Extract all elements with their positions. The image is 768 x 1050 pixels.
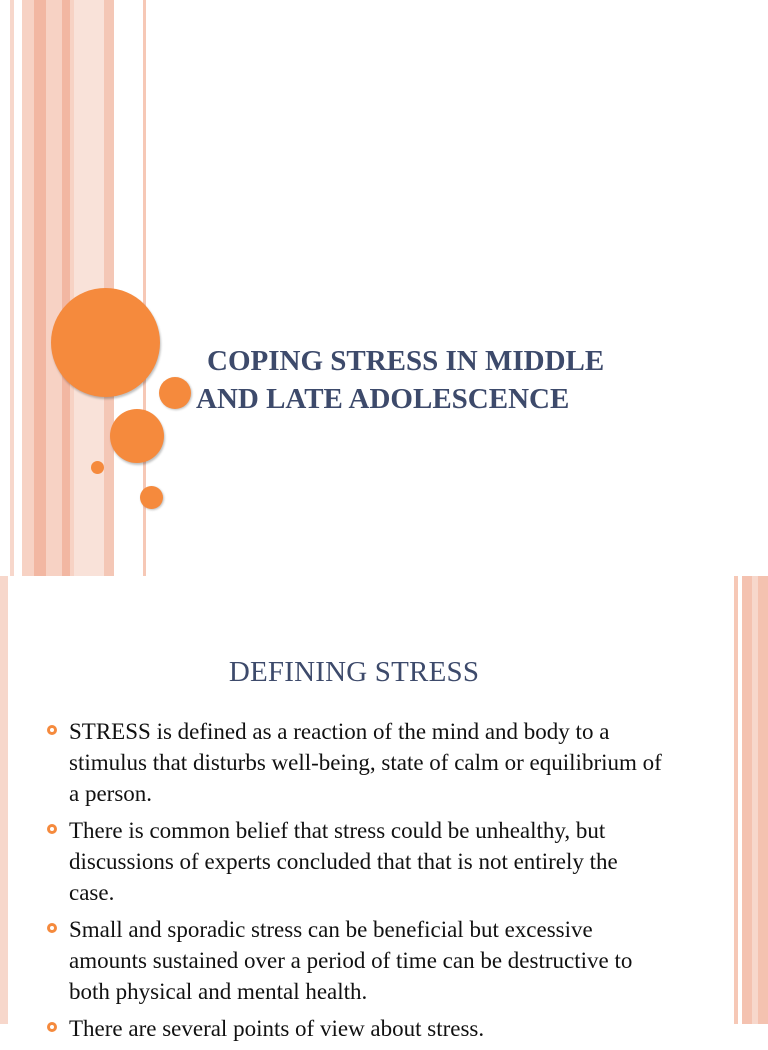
list-item-text: Small and sporadic stress can be beneficial but excessive amounts sustained over a period of time can be destructive to both physical and mental health. [69, 917, 633, 1004]
decorative-stripe [752, 576, 758, 1024]
ring-bullet-icon [47, 1022, 57, 1032]
ring-bullet-icon [47, 923, 57, 933]
list-item-text: There are several points of view about stress. [69, 1016, 485, 1041]
list-item-text: There is common belief that stress could be unhealthy, but discussions of experts concluded that that is not entirely the case. [69, 818, 618, 905]
decorative-stripe [34, 0, 46, 576]
small-circle-icon [159, 377, 191, 409]
slide-heading: DEFINING STRESS [228, 656, 480, 688]
list-item [44, 815, 664, 908]
content-slide [0, 576, 768, 1041]
slide-title-line: AND LATE ADOLESCENCE [196, 383, 570, 415]
ring-bullet-icon [47, 725, 57, 735]
bullet-list [44, 716, 664, 1050]
list-item [44, 914, 664, 1007]
decorative-stripe [0, 576, 8, 1024]
decorative-stripe [734, 576, 738, 1024]
decorative-stripe [10, 0, 14, 576]
slide-title [196, 342, 716, 418]
tiny-circle-icon [91, 461, 104, 474]
list-item-text: STRESS is defined as a reaction of the mind and body to a stimulus that disturbs well-being, state of calm or equilibrium of a person. [69, 719, 662, 806]
ring-bullet-icon [47, 824, 57, 834]
medium-circle-icon [110, 409, 164, 463]
list-item [44, 1013, 664, 1044]
large-circle-icon [51, 288, 160, 397]
slide-title-line: COPING STRESS IN MIDDLE [207, 345, 605, 377]
small-circle-icon [140, 486, 163, 509]
list-item [44, 716, 664, 809]
decorative-stripe [62, 0, 70, 576]
